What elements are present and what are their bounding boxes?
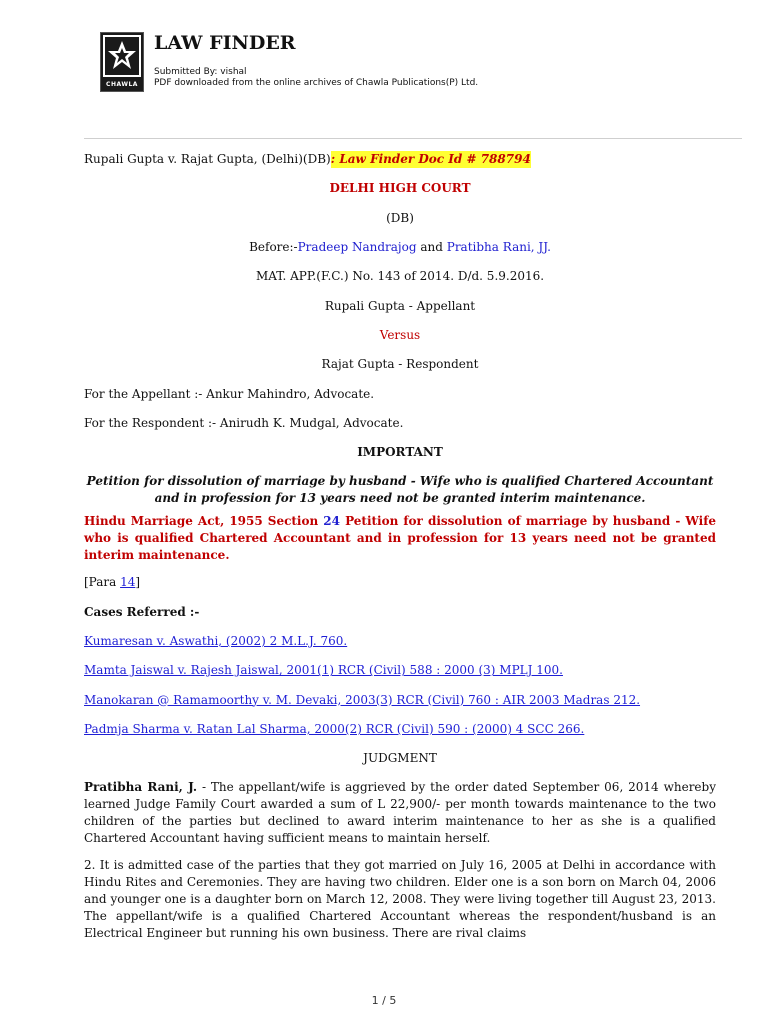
case-number: MAT. APP.(F.C.) No. 143 of 2014. D/d. 5.9.2016.: [255, 269, 545, 284]
cases-referred-heading: Cases Referred :-: [84, 604, 200, 619]
case-link-text[interactable]: Manokaran @ Ramamoorthy v. M. Devaki, 2003(3) RCR (Civil) 760 : AIR 2003 Madras 212.: [84, 692, 641, 707]
citation-text: Rupali Gupta v. Rajat Gupta, (Delhi)(DB): [84, 152, 331, 167]
case-link-2[interactable]: [84, 656, 716, 685]
doc-id-highlight: : Law Finder Doc Id # 788794: [330, 152, 531, 167]
case-link-4[interactable]: [84, 715, 716, 744]
appellant: Rupali Gupta - Appellant: [324, 298, 476, 313]
page-number: 1 / 5: [371, 994, 397, 1007]
chawla-logo: [100, 32, 144, 92]
act-prefix: Hindu Marriage Act, 1955 Section: [84, 514, 324, 529]
versus: Versus: [379, 327, 421, 342]
paragraph-2: 2. It is admitted case of the parties that they got married on July 16, 2005 at Delhi in accordance with Hindu Rites and Ceremonies. They are having two children. Elder one is a son born on March 04, 2006 and younger one is a daughter born on March 12, 2008. They were living together till August 23, 2013. The appellant/wife is a qualified Chartered Accountant whereas the respondent/husband is an Electrical Engineer but running his own business. There are rival claims: [84, 858, 716, 941]
before-label: Before:-: [249, 240, 298, 255]
case-link-text[interactable]: Kumaresan v. Aswathi, (2002) 2 M.L.J. 760.: [84, 634, 348, 648]
important-heading: IMPORTANT: [357, 445, 443, 460]
document-body: [84, 145, 716, 952]
respondent: Rajat Gupta - Respondent: [321, 357, 479, 372]
bench: (DB): [386, 210, 414, 225]
case-link-text[interactable]: Mamta Jaiswal v. Rajesh Jaiswal, 2001(1) RCR (Civil) 588 : 2000 (3) MPLJ 100.: [84, 663, 563, 678]
para-link[interactable]: 14: [120, 575, 136, 590]
act-rest: Petition for dissolution of marriage by husband - Wife who is qualified Chartered Accountant and in profession for 13 years need not be granted interim maintenance.: [84, 514, 716, 563]
and-text: and: [416, 240, 447, 255]
citation-line: [84, 145, 716, 174]
document-header: [100, 30, 740, 94]
act-headnote: [84, 513, 716, 564]
headnote: Petition for dissolution of marriage by husband - Wife who is qualified Chartered Accountant and in profession for 13 years need not be granted interim maintenance.: [86, 474, 714, 506]
judge-link-2[interactable]: Pratibha Rani, JJ.: [446, 240, 551, 255]
judge-link-1[interactable]: Pradeep Nandrajog: [297, 240, 417, 255]
logo-text: CHAWLA: [106, 81, 138, 88]
brand-subtitle: [154, 67, 478, 89]
submitted-by: Submitted By: vishal: [154, 67, 247, 77]
para-prefix: [Para: [84, 575, 121, 590]
para-suffix: ]: [135, 575, 141, 590]
court-name: DELHI HIGH COURT: [329, 181, 471, 196]
paragraph-1: [84, 779, 716, 847]
for-appellant: For the Appellant :- Ankur Mahindro, Advocate.: [84, 386, 375, 401]
case-link-1[interactable]: [84, 627, 716, 656]
for-respondent: For the Respondent :- Anirudh K. Mudgal, Advocate.: [84, 415, 404, 430]
before-line: [84, 233, 716, 262]
downloaded-from: PDF downloaded from the online archives of Chawla Publications(P) Ltd.: [154, 78, 479, 88]
star-emblem-icon: [101, 33, 143, 79]
case-link-text[interactable]: Padmja Sharma v. Ratan Lal Sharma, 2000(2) RCR (Civil) 590 : (2000) 4 SCC 266.: [84, 721, 585, 736]
judge-author: Pratibha Rani, J.: [84, 780, 198, 795]
paragraph-1-text: - The appellant/wife is aggrieved by the order dated September 06, 2014 whereby learned Judge Family Court awarded a sum of L 22,900/- per month towards maintenance to the two children of the parties but declined to award interim maintenance to her as she is a qualified Chartered Accountant having sufficient means to maintain herself.: [84, 780, 716, 846]
act-section-link[interactable]: 24: [323, 514, 340, 529]
para-ref: [84, 568, 716, 597]
brand-title: LAW FINDER: [154, 32, 296, 54]
header-divider: [84, 138, 742, 139]
case-link-3[interactable]: [84, 685, 716, 714]
judgment-heading: JUDGMENT: [363, 751, 437, 766]
